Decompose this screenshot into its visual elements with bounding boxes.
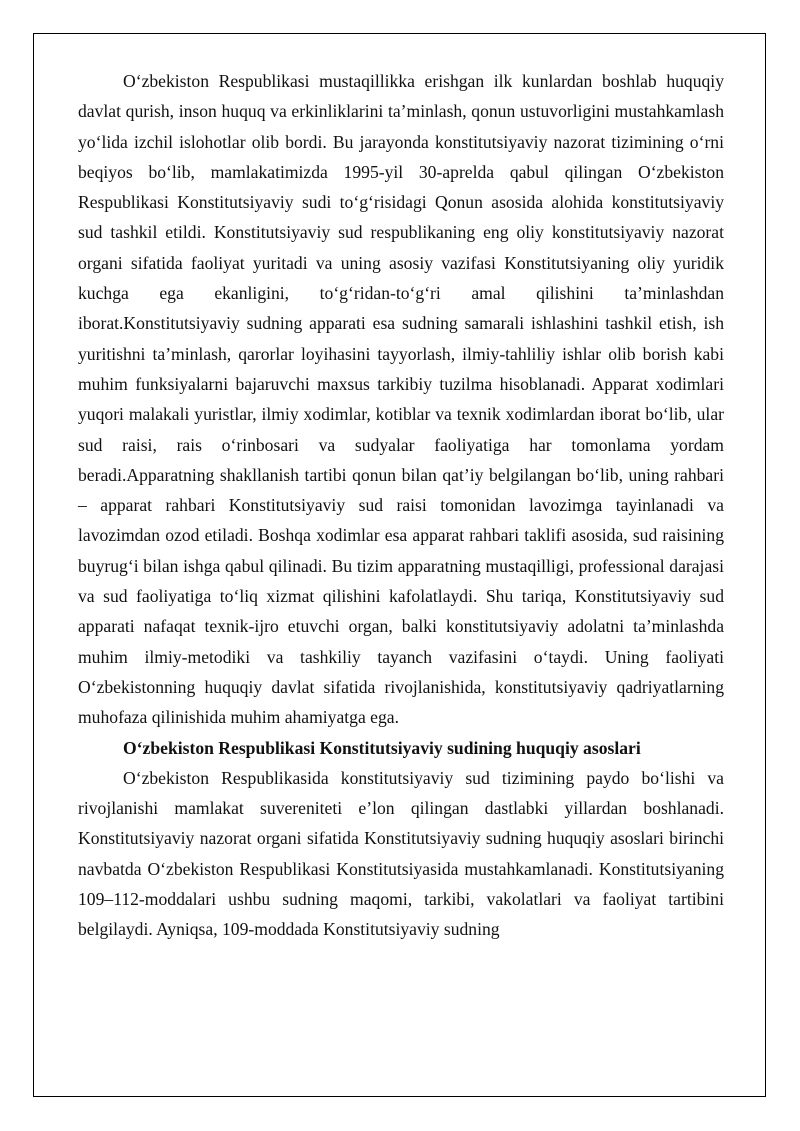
paragraph-intro: O‘zbekiston Respublikasi mustaqillikka erishgan ilk kunlardan boshlab huquqiy davlat qurish, inson huquq va erkinliklarini ta’minlash, qonun ustuvorligini mustahkamlash yo‘lida izchil islohotlar olib bordi. Bu jarayonda konstitutsiyaviy nazorat tizimining o‘rni beqiyos bo‘lib, mamlakatimizda 1995-yil 30-aprelda qabul qilingan O‘zbekiston Respublikasi Konstitutsiyaviy sudi to‘g‘risidagi Qonun asosida alohida konstitutsiyaviy sud tashkil etildi. Konstitutsiyaviy sud respublikaning eng oliy konstitutsiyaviy nazorat organi sifatida faoliyat yuritadi va uning asosiy vazifasi Konstitutsiyaning oliy yuridik kuchga ega ekanligini, to‘g‘ridan-to‘g‘ri amal qilishini ta’minlashdan iborat.Konstitutsiyaviy sudning apparati esa sudning samarali ishlashini tashkil etish, ish yuritishni ta’minlash, qarorlar loyihasini tayyorlash, ilmiy-tahliliy ishlar olib borish kabi muhim funksiyalarni bajaruvchi maxsus tarkibiy tuzilma hisoblanadi. Apparat xodimlari yuqori malakali yuristlar, ilmiy xodimlar, kotiblar va texnik xodimlardan iborat bo‘lib, ular sud raisi, rais o‘rinbosari va sudyalar faoliyatiga har tomonlama yordam beradi.Apparatning shakllanish tartibi qonun bilan qat’iy belgilangan bo‘lib, uning rahbari – apparat rahbari Konstitutsiyaviy sud raisi tomonidan lavozimga tayinlanadi va lavozimdan ozod etiladi. Boshqa xodimlar esa apparat rahbari taklifi asosida, sud raisining buyrug‘i bilan ishga qabul qilinadi. Bu tizim apparatning mustaqilligi, professional darajasi va sud faoliyatiga to‘liq xizmat qilishini kafolatlaydi. Shu tariqa, Konstitutsiyaviy sud apparati nafaqat texnik-ijro etuvchi organ, balki konstitutsiyaviy adolatni ta’minlashda muhim ilmiy-metodiki va tashkiliy tayanch vazifasini o‘taydi. Uning faoliyati O‘zbekistonning huquqiy davlat sifatida rivojlanishida, konstitutsiyaviy qadriyatlarning muhofaza qilinishida muhim ahamiyatga ega. — [78, 71, 724, 728]
document-body — [78, 66, 724, 945]
section-heading: O‘zbekiston Respublikasi Konstitutsiyaviy sudining huquqiy asoslari — [123, 737, 641, 758]
paragraph-legal-basis: O‘zbekiston Respublikasida konstitutsiyaviy sud tizimining paydo bo‘lishi va rivojlanishi mamlakat suvereniteti e’lon qilingan dastlabki yillardan boshlanadi. Konstitutsiyaviy nazorat organi sifatida Konstitutsiyaviy sudning huquqiy asoslari birinchi navbatda O‘zbekiston Respublikasi Konstitutsiyasida mustahkamlanadi. Konstitutsiyaning 109–112-moddalari ushbu sudning maqomi, tarkibi, vakolatlari va faoliyat tartibini belgilaydi. Ayniqsa, 109-moddada Konstitutsiyaviy sudning — [78, 767, 724, 940]
